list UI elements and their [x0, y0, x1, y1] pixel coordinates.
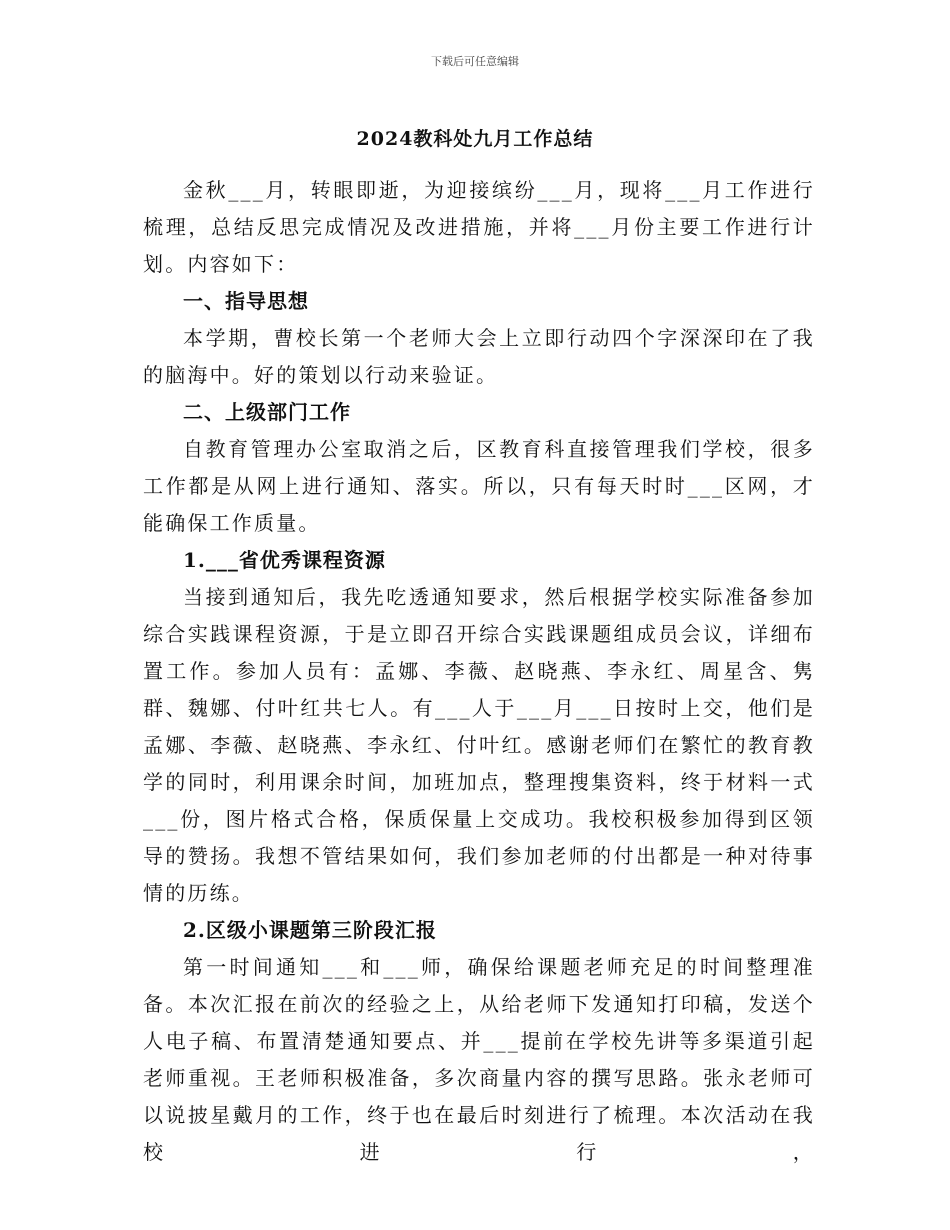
section-heading-superior-department: 二、上级部门工作	[183, 400, 351, 424]
paragraph-district-report: 第一时间通知___和___师，确保给课题老师充足的时间整理准备。本次汇报在前次的经验之上，从给老师下发通知打印稿，发送个人电子稿、布置清楚通知要点、并___提前在学校先讲等多渠道引起老师重视。王老师积极准备，多次商量内容的撰写思路。张永老师可以说披星戴月的工作，终于也在最后时刻进行了梳理。本次活动在我校进行，	[143, 955, 815, 1164]
paragraph-course-resources: 当接到通知后，我先吃透通知要求，然后根据学校实际准备参加综合实践课程资源，于是立即召开综合实践课题组成员会议，详细布置工作。参加人员有：孟娜、李薇、赵晓燕、李永红、周星含、隽群、魏娜、付叶红共七人。有___人于___月___日按时上交，他们是孟娜、李薇、赵晓燕、李永红、付叶红。感谢老师们在繁忙的教育教学的同时，利用课余时间，加班加点，整理搜集资料，终于材料一式___份，图片格式合格，保质保量上交成功。我校积极参加得到区领导的赞扬。我想不管结果如何，我们参加老师的付出都是一种对待事情的历练。	[143, 585, 815, 905]
section-heading-guiding-thought: 一、指导思想	[183, 289, 309, 313]
document-body	[143, 172, 815, 1171]
paragraph-intro: 金秋___月，转眼即逝，为迎接缤纷___月，现将___月工作进行梳理，总结反思完成情况及改进措施，并将___月份主要工作进行计划。内容如下：	[143, 178, 815, 276]
header-note: 下载后可任意编辑	[431, 55, 519, 68]
page-title: 2024教科处九月工作总结	[356, 128, 594, 150]
subsection-heading-course-resources: 1.___省优秀课程资源	[183, 548, 386, 572]
paragraph-superior-department: 自教育管理办公室取消之后，区教育科直接管理我们学校，很多工作都是从网上进行通知、落实。所以，只有每天时时___区网，才能确保工作质量。	[143, 437, 815, 535]
subsection-heading-district-report: 2.区级小课题第三阶段汇报	[183, 918, 437, 942]
paragraph-guiding-thought: 本学期，曹校长第一个老师大会上立即行动四个字深深印在了我的脑海中。好的策划以行动来验证。	[143, 326, 815, 387]
